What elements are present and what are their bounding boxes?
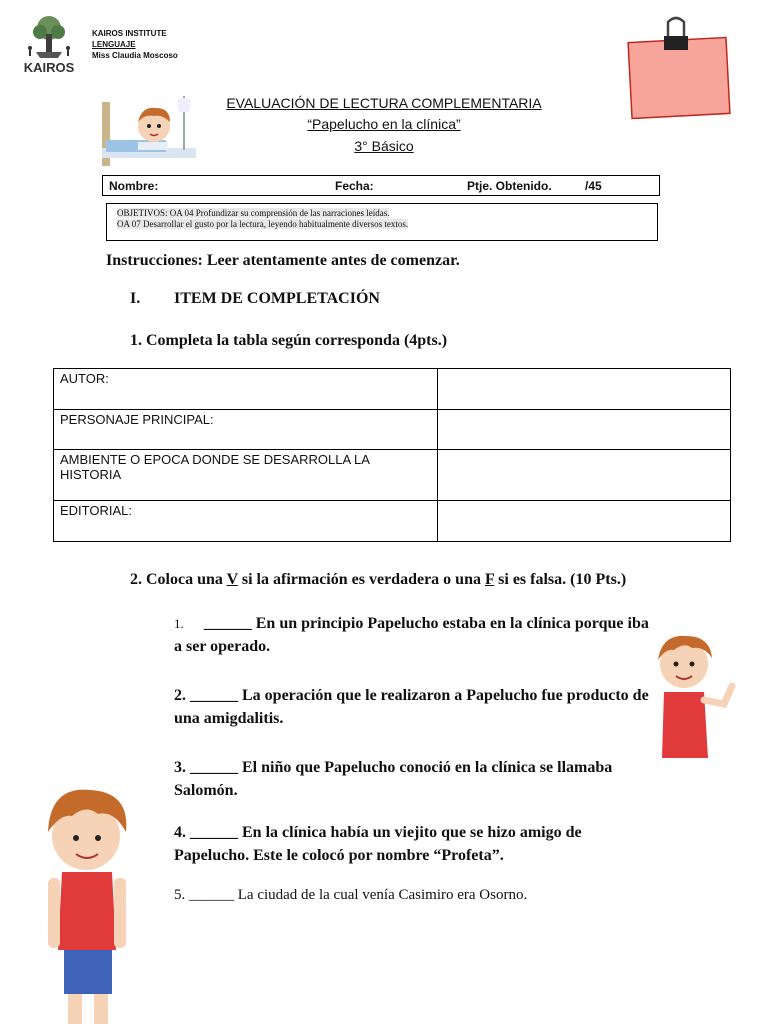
evaluation-title: EVALUACIÓN DE LECTURA COMPLEMENTARIA xyxy=(226,95,542,111)
binder-clip-icon xyxy=(664,18,688,50)
book-title: “Papelucho en la clínica” xyxy=(307,116,461,132)
name-label[interactable]: Nombre: xyxy=(109,179,159,193)
tf-item[interactable]: 1. ______ En un principio Papelucho estaba en la clínica porque iba a ser operado. xyxy=(174,615,649,655)
institution-name: KAIROS INSTITUTE xyxy=(92,29,167,38)
table-row-label: AUTOR: xyxy=(54,369,438,410)
student-info-box xyxy=(102,175,660,196)
kairos-logo xyxy=(18,12,80,74)
objective-line: OBJETIVOS: OA 04 Profundizar su comprensión de las narraciones leídas. xyxy=(117,208,390,218)
tf-item[interactable]: 2. ______ La operación que le realizaron a Papelucho fue producto de una amigdalitis. xyxy=(174,687,649,727)
date-label[interactable]: Fecha: xyxy=(335,179,374,193)
svg-text:KAIROS: KAIROS xyxy=(23,60,75,74)
score-label[interactable]: Ptje. Obtenido. xyxy=(467,179,552,193)
boy-standing-illustration xyxy=(34,780,140,1024)
tf-item[interactable]: 5. ______ La ciudad de la cual venía Casimiro era Osorno. xyxy=(174,887,528,903)
section-heading xyxy=(130,290,380,308)
tf-item[interactable]: 4. ______ En la clínica había un viejito que se hizo amigo de Papelucho. Este le colocó por nombre “Profeta”. xyxy=(174,824,582,864)
institution-info xyxy=(92,28,178,61)
table-row-label: PERSONAJE PRINCIPAL: xyxy=(54,410,438,450)
table-row-label: AMBIENTE O EPOCA DONDE SE DESARROLLA LA HISTORIA xyxy=(54,450,438,501)
question-1: 1. Completa la tabla según corresponda (4pts.) xyxy=(130,332,448,349)
teacher-name: Miss Claudia Moscoso xyxy=(92,51,178,60)
answer-cell[interactable] xyxy=(438,369,731,410)
answer-cell[interactable] xyxy=(438,450,731,501)
answer-cell[interactable] xyxy=(438,410,731,450)
section-numeral: I. xyxy=(130,290,141,307)
completion-table xyxy=(53,368,731,542)
kairos-tree-logo-icon xyxy=(18,12,80,74)
instructions: Instrucciones: Leer atentamente antes de comenzar. xyxy=(106,252,460,269)
table-row-label: EDITORIAL: xyxy=(54,501,438,542)
boy-pointing-illustration xyxy=(644,626,740,768)
tf-item[interactable]: 3. ______ El niño que Papelucho conoció en la clínica se llamaba Salomón. xyxy=(174,759,613,799)
section-title: ITEM DE COMPLETACIÓN xyxy=(174,290,380,307)
objectives-box xyxy=(106,203,658,241)
grade-label: 3° Básico xyxy=(354,138,414,154)
sticky-note xyxy=(622,16,734,120)
answer-cell[interactable] xyxy=(438,501,731,542)
question-2: 2. Coloca una V si la afirmación es verdadera o una F si es falsa. (10 Pts.) xyxy=(130,571,627,588)
sticky-note-icon xyxy=(622,16,734,120)
objective-line: OA 07 Desarrollar el gusto por la lectura, leyendo habitualmente diversos textos. xyxy=(117,219,409,229)
subject-name: LENGUAJE xyxy=(92,40,136,49)
score-total: /45 xyxy=(585,179,602,193)
